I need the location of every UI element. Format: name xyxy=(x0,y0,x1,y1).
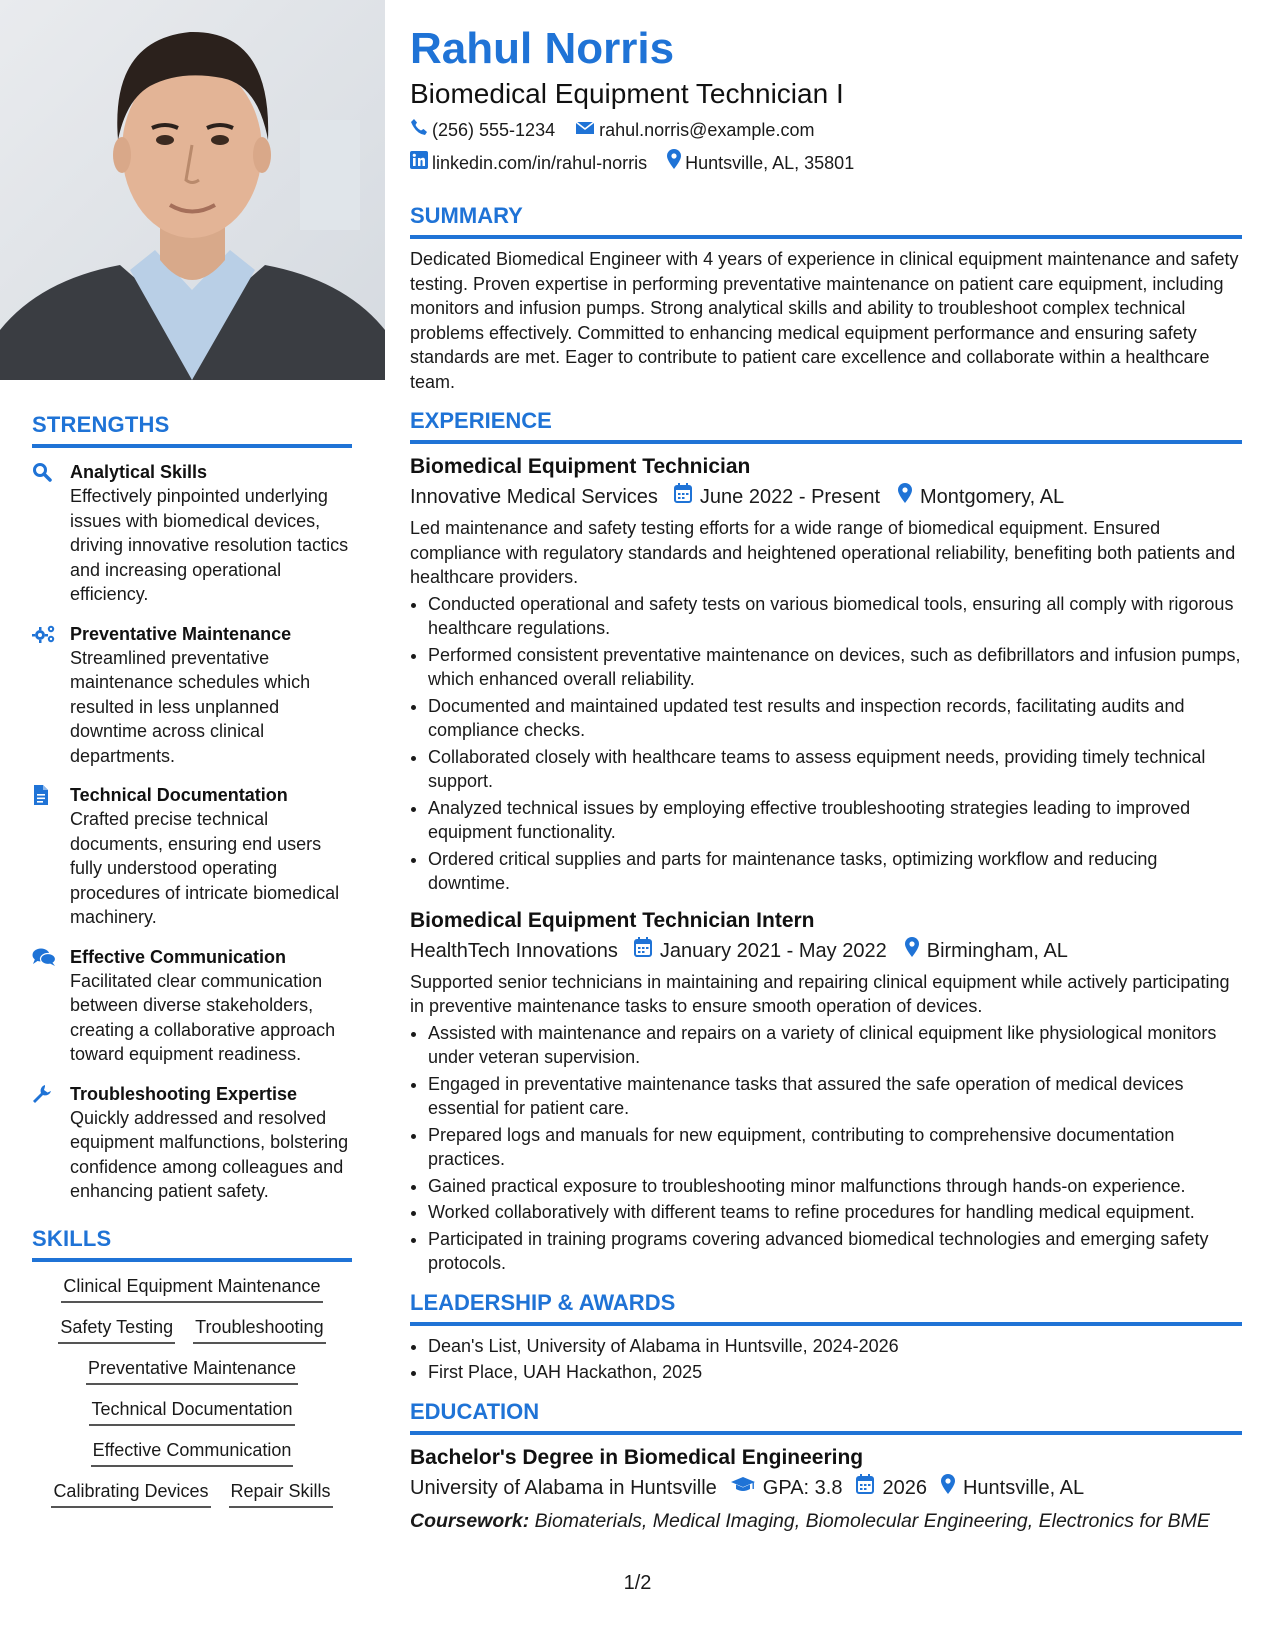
strength-item xyxy=(32,945,352,1067)
job-title: Biomedical Equipment Technician xyxy=(410,455,751,478)
strength-desc: Quickly addressed and resolved equipment malfunctions, bolstering confidence among colleagues and enhancing patient safety. xyxy=(70,1107,349,1201)
job-entry xyxy=(410,452,1242,896)
skill-tag: Repair Skills xyxy=(229,1479,333,1508)
bullet-item: • Assisted with maintenance and repairs on a variety of clinical equipment like physiological monitors under veteran supervision. xyxy=(428,1021,1242,1070)
skill-tag: Technical Documentation xyxy=(89,1397,294,1426)
skill-tag: Calibrating Devices xyxy=(51,1479,210,1508)
summary-heading: SUMMARY xyxy=(410,203,1242,239)
strength-desc: Facilitated clear communication between diverse stakeholders, creating a collaborative approach toward equipment readiness. xyxy=(70,970,336,1064)
candidate-name: Rahul Norris xyxy=(410,24,675,73)
strength-item xyxy=(32,622,352,769)
contact-row xyxy=(410,147,1242,179)
calendar-icon xyxy=(634,936,652,966)
coursework-text: Biomaterials, Medical Imaging, Biomolecular Engineering, Electronics for BME xyxy=(534,1509,1210,1532)
candidate-title: Biomedical Equipment Technician I xyxy=(410,78,844,109)
job-entry xyxy=(410,906,1242,1276)
strengths-heading: STRENGTHS xyxy=(32,412,352,448)
bullet-item: • Analyzed technical issues by employing effective troubleshooting strategies leading to improved equipment functionality. xyxy=(428,796,1242,845)
email-icon xyxy=(575,114,595,146)
strength-desc: Effectively pinpointed underlying issues with biomedical devices, driving innovative resolution tactics and increasing operational efficiency. xyxy=(70,486,349,604)
phone-contact[interactable] xyxy=(410,114,555,146)
skill-tag: Clinical Equipment Maintenance xyxy=(61,1274,322,1303)
coursework-label: Coursework: xyxy=(410,1509,530,1532)
strength-item xyxy=(32,460,352,607)
job-dates: January 2021 - May 2022 xyxy=(659,939,887,962)
calendar-icon xyxy=(674,482,692,512)
job-summary: Supported senior technicians in maintaining and repairing clinical equipment while actively participating in preventive maintenance tasks to ensure smooth operation of devices. xyxy=(410,971,1230,1016)
job-location: Montgomery, AL xyxy=(920,486,1065,508)
page-number: 1/2 xyxy=(623,1572,652,1594)
strength-title: Troubleshooting Expertise xyxy=(70,1083,298,1104)
linkedin-contact[interactable] xyxy=(410,147,647,179)
map-pin-icon xyxy=(905,936,919,966)
skill-tag: Safety Testing xyxy=(58,1315,175,1344)
bullet-item: • Gained practical exposure to troubleshooting minor malfunctions through hands-on experience. xyxy=(428,1174,1242,1199)
chat-icon xyxy=(32,947,56,972)
strength-item xyxy=(32,1082,352,1204)
awards-list xyxy=(410,1334,1242,1385)
job-location: Birmingham, AL xyxy=(926,939,1068,962)
skill-tag: Troubleshooting xyxy=(193,1315,325,1344)
strength-title: Effective Communication xyxy=(70,946,287,967)
job-meta xyxy=(410,936,1242,966)
skills-row xyxy=(32,1397,352,1426)
strength-item xyxy=(32,783,352,930)
search-icon xyxy=(32,462,52,487)
strength-title: Analytical Skills xyxy=(70,462,208,482)
skill-tag: Effective Communication xyxy=(91,1438,294,1467)
job-bullets xyxy=(410,592,1242,896)
graduation-year: 2026 xyxy=(882,1476,927,1499)
calendar-icon xyxy=(856,1473,874,1503)
education-heading: EDUCATION xyxy=(410,1399,1242,1435)
bullet-item: • Performed consistent preventative maintenance on devices, such as defibrillators and infusion pumps, which enhanced overall reliability. xyxy=(428,643,1242,692)
bullet-item: • Prepared logs and manuals for new equipment, contributing to comprehensive documentation practices. xyxy=(428,1123,1242,1172)
bullet-item: • Collaborated closely with healthcare teams to assess equipment needs, providing timely technical support. xyxy=(428,745,1242,794)
email-contact[interactable] xyxy=(575,114,814,146)
job-meta xyxy=(410,482,1242,512)
education-location: Huntsville, AL xyxy=(962,1476,1085,1499)
company-name: HealthTech Innovations xyxy=(410,939,618,962)
award-item: • First Place, UAH Hackathon, 2025 xyxy=(428,1360,1242,1385)
location-text: Huntsville, AL, 35801 xyxy=(685,153,855,173)
award-item: • Dean's List, University of Alabama in Huntsville, 2024-2026 xyxy=(428,1334,1242,1359)
skills-row xyxy=(32,1479,352,1508)
job-title: Biomedical Equipment Technician Intern xyxy=(410,908,815,932)
experience-heading: EXPERIENCE xyxy=(410,408,1242,444)
phone-text: (256) 555-1234 xyxy=(432,120,556,140)
bullet-item: • Participated in training programs covering advanced biomedical technologies and emerging safety protocols. xyxy=(428,1227,1242,1276)
map-pin-icon xyxy=(898,482,912,512)
gpa: GPA: 3.8 xyxy=(762,1476,843,1499)
right-column xyxy=(410,22,1242,1535)
bullet-item: • Worked collaboratively with different teams to refine procedures for handling medical equipment. xyxy=(428,1200,1242,1225)
strength-title: Technical Documentation xyxy=(70,785,288,805)
map-pin-icon xyxy=(667,147,681,179)
job-bullets xyxy=(410,1021,1242,1276)
degree-title: Bachelor's Degree in Biomedical Engineering xyxy=(410,1445,864,1469)
skill-tag: Preventative Maintenance xyxy=(86,1356,298,1385)
email-text: rahul.norris@example.com xyxy=(599,120,815,140)
bullet-item: • Ordered critical supplies and parts for maintenance tasks, optimizing workflow and reducing downtime. xyxy=(428,847,1242,896)
bullet-item: • Documented and maintained updated test results and inspection records, facilitating audits and compliance checks. xyxy=(428,694,1242,743)
company-name: Innovative Medical Services xyxy=(410,486,658,508)
strength-title: Preventative Maintenance xyxy=(70,623,292,644)
education-meta xyxy=(410,1473,1242,1503)
skills-row xyxy=(32,1274,352,1303)
location-contact xyxy=(667,147,854,179)
profile-photo xyxy=(0,0,385,380)
document-icon xyxy=(32,785,50,810)
bullet-item: • Conducted operational and safety tests on various biomedical tools, ensuring all comply with rigorous healthcare regulations. xyxy=(428,592,1242,641)
bullet-item: • Engaged in preventative maintenance tasks that assured the safe operation of medical devices essential for patient care. xyxy=(428,1072,1242,1121)
strength-desc: Crafted precise technical documents, ensuring end users fully understood operating procedures of intricate biomedical machinery. xyxy=(70,809,340,927)
map-pin-icon xyxy=(941,1473,955,1503)
skills-row xyxy=(32,1315,352,1344)
coursework xyxy=(410,1507,1242,1535)
strength-desc: Streamlined preventative maintenance schedules which resulted in less unplanned downtime across clinical departments. xyxy=(70,647,311,766)
job-dates: June 2022 - Present xyxy=(699,486,881,508)
school-name: University of Alabama in Huntsville xyxy=(410,1476,717,1499)
awards-heading: LEADERSHIP & AWARDS xyxy=(410,1290,1242,1326)
skills-heading: SKILLS xyxy=(32,1226,352,1262)
linkedin-icon xyxy=(410,147,428,179)
linkedin-text: linkedin.com/in/rahul-norris xyxy=(432,153,648,173)
wrench-icon xyxy=(32,1084,52,1109)
graduation-cap-icon xyxy=(731,1473,755,1503)
phone-icon xyxy=(410,114,428,146)
skills-row xyxy=(32,1356,352,1385)
summary-text: Dedicated Biomedical Engineer with 4 years of experience in clinical equipment maintenance and safety testing. Proven expertise in performing preventative maintenance on patient care equipment, including monitors and infusion pumps. Strong analytical skills and ability to troubleshoot complex technical problems effectively. Committed to enhancing medical equipment performance and ensuring safety standards are met. Eager to contribute to patient care excellence and collaborate within a healthcare team. xyxy=(410,249,1239,392)
gears-icon xyxy=(32,624,56,649)
left-column xyxy=(0,0,385,1650)
skills-row xyxy=(32,1438,352,1467)
contact-row xyxy=(410,114,1242,146)
job-summary: Led maintenance and safety testing efforts for a wide range of biomedical equipment. Ensured compliance with regulatory standards and heightened operational reliability, benefiting both patients and healthcare providers. xyxy=(410,518,1236,587)
